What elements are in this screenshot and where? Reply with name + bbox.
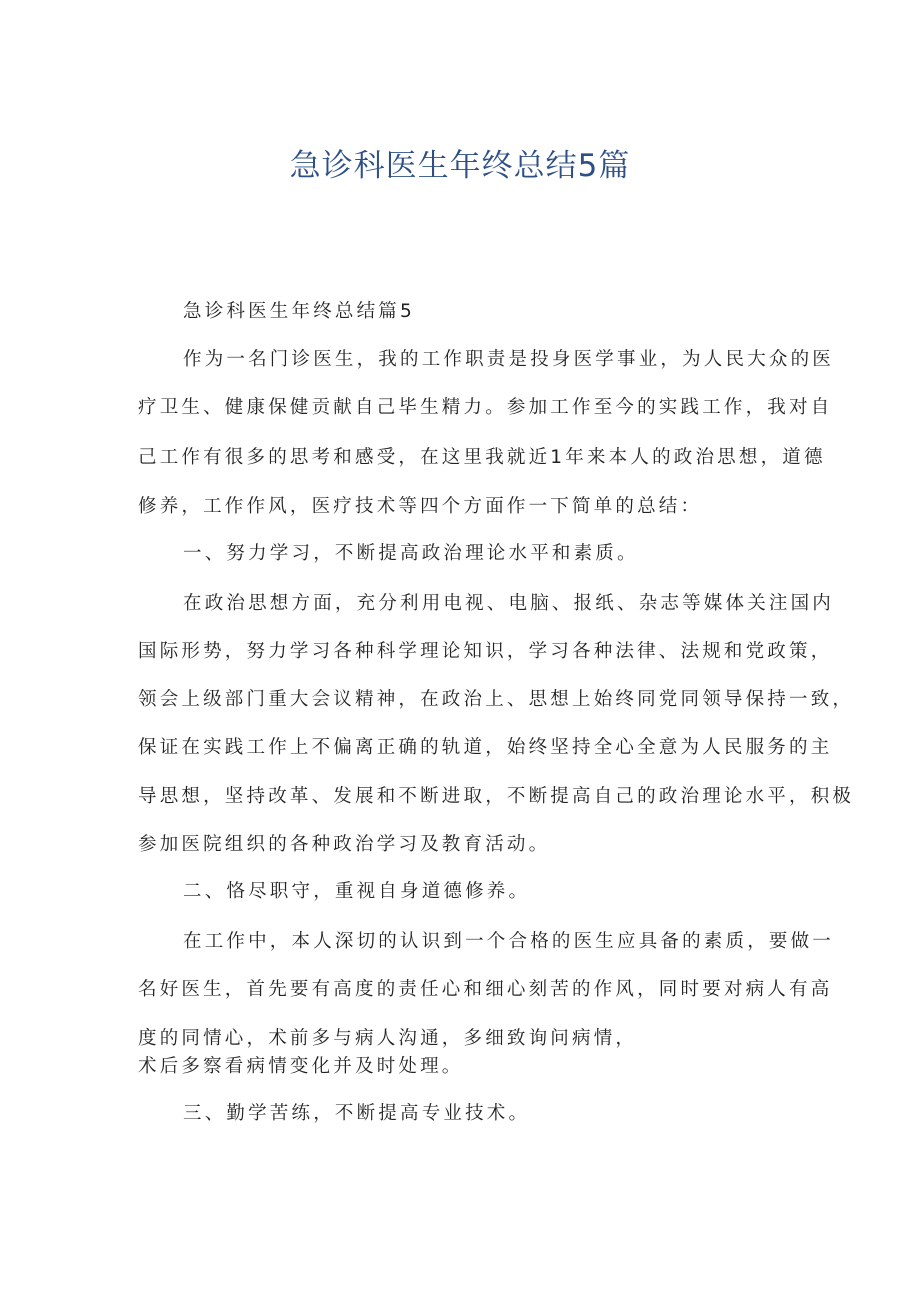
paragraph-line: 国际形势，努力学习各种科学理论知识，学习各种法律、法规和党政策，	[138, 641, 833, 662]
paragraph-line: 在政治思想方面，充分利用电视、电脑、报纸、杂志等媒体关注国内	[183, 593, 835, 614]
paragraph-line: 己工作有很多的思考和感受，在这里我就近1年来本人的政治思想，道德	[138, 447, 826, 468]
paragraph-line: 领会上级部门重大会议精神，在政治上、思想上始终同党同领导保持一致，	[138, 689, 855, 710]
section-heading: 一、努力学习，不断提高政治理论水平和素质。	[183, 543, 639, 564]
paragraph-line: 术后多察看病情变化并及时处理。	[138, 1056, 464, 1077]
paragraph-line: 度的同情心，术前多与病人沟通，多细致询问病情，	[138, 1028, 638, 1049]
paragraph-line: 保证在实践工作上不偏离正确的轨道，始终坚持全心全意为人民服务的主	[138, 737, 833, 758]
paragraph-line: 作为一名门诊医生，我的工作职责是投身医学事业，为人民大众的医	[183, 349, 835, 370]
section-heading: 三、勤学苦练，不断提高专业技术。	[183, 1103, 531, 1124]
paragraph-line: 名好医生，首先要有高度的责任心和细心刻苦的作风，同时要对病人有高	[138, 979, 833, 1000]
paragraph-line: 参加医院组织的各种政治学习及教育活动。	[138, 834, 551, 855]
paragraph-line: 在工作中，本人深切的认识到一个合格的医生应具备的素质，要做一	[183, 931, 835, 952]
paragraph-line: 导思想，坚持改革、发展和不断进取，不断提高自己的政治理论水平，积极	[138, 786, 855, 807]
paragraph-line: 疗卫生、健康保健贡献自己毕生精力。参加工作至今的实践工作，我对自	[138, 397, 833, 418]
section-subtitle: 急诊科医生年终总结篇5	[183, 301, 415, 322]
document-title: 急诊科医生年终总结5篇	[289, 148, 631, 184]
paragraph-line: 修养，工作作风，医疗技术等四个方面作一下简单的总结：	[138, 496, 703, 517]
section-heading: 二、恪尽职守，重视自身道德修养。	[183, 881, 531, 902]
